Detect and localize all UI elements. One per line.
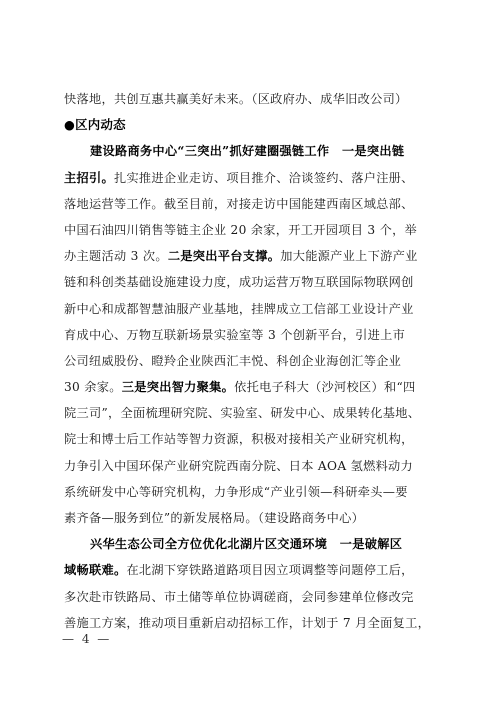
line-text: 办主题活动 3 次。 (64, 249, 168, 264)
line-text: 30 余家。 (64, 380, 122, 395)
line-text: 素齐备—服务到位”的新发展格局。（建设路商务中心） (64, 511, 365, 525)
point-label: 三是突出智力聚集。 (121, 380, 235, 395)
text-line (64, 557, 436, 583)
text-line (64, 217, 436, 243)
line-text: 善施工方案，推动项目重新启动招标工作，计划于 7 月全面复工， (64, 615, 431, 630)
paragraph-heading-line (64, 531, 436, 557)
text-line (64, 165, 436, 191)
page-number: — 4 — (62, 632, 112, 646)
text-line (64, 296, 436, 322)
line-text: 依托电子科大（沙河校区）和“四 (234, 380, 416, 395)
text-line (64, 584, 436, 610)
text-line (64, 610, 436, 636)
line-text: 落地运营等工作。截至目前，对接走访中国能建西南区域总部、 (64, 196, 414, 211)
section-heading-line (64, 112, 436, 138)
line-text: 在北湖下穿铁路道路项目因立项调整等问题停工后， (126, 563, 414, 578)
text-line (64, 348, 436, 374)
point-label: 一是破解区 (339, 537, 403, 552)
text-line (64, 505, 436, 531)
text-line (64, 86, 436, 112)
page-body (64, 86, 436, 636)
text-line (64, 400, 436, 426)
text-line (64, 479, 436, 505)
text-line (64, 322, 436, 348)
line-text: 扎实推进企业走访、项目推介、洽谈签约、落户注册、 (113, 170, 414, 185)
line-text: 公司纽威股份、瞪羚企业陕西汇丰悦、科创企业海创汇等企业 (64, 353, 402, 368)
line-text: 快落地，共创互惠共赢美好未来。（区政府办、成华旧改公司） (64, 92, 408, 106)
text-line (64, 426, 436, 452)
text-line (64, 453, 436, 479)
text-line (64, 374, 436, 400)
point-label: 一是突出链 (341, 144, 405, 159)
section-heading: ●区内动态 (64, 117, 126, 133)
line-text: 院士和博士后工作站等智力资源，积极对接相关产业研究机构， (64, 432, 414, 447)
text-line (64, 191, 436, 217)
text-line (64, 269, 436, 295)
line-text: 加大能源产业上下游产业 (280, 249, 418, 264)
point-label: 二是突出平台支撑。 (167, 249, 281, 264)
line-text: 中国石油四川销售等链主企业 20 余家，开工开园项目 3 个，举 (64, 222, 418, 237)
line-text: 育成中心、万物互联新场景实验室等 3 个创新平台，引进上市 (64, 327, 406, 342)
point-label: 域畅联难。 (64, 563, 127, 578)
paragraph-title: 兴华生态公司全方位优化北湖片区交通环境 (90, 537, 328, 552)
text-line (64, 243, 436, 269)
paragraph-title: 建设路商务中心“三突出”抓好建圈强链工作 (90, 144, 330, 159)
paragraph-heading-line (64, 138, 436, 164)
line-text: 新中心和成都智慧油服产业基地，挂牌成立工信部工业设计产业 (64, 301, 414, 316)
point-label: 主招引。 (64, 170, 114, 185)
line-text: 力争引入中国环保产业研究院西南分院、日本 AOA 氢燃料动力 (64, 458, 414, 473)
line-text: 多次赴市铁路局、市土储等单位协调磋商，会同参建单位修改完 (64, 589, 414, 604)
line-text: 链和科创类基础设施建设力度，成功运营万物互联国际物联网创 (64, 275, 414, 290)
line-text: 院三司”，全面梳理研究院、实验室、研发中心、成果转化基地、 (64, 406, 421, 421)
line-text: 系统研发中心等研究机构，力争形成“产业引领—科研牵头—要 (64, 484, 408, 499)
